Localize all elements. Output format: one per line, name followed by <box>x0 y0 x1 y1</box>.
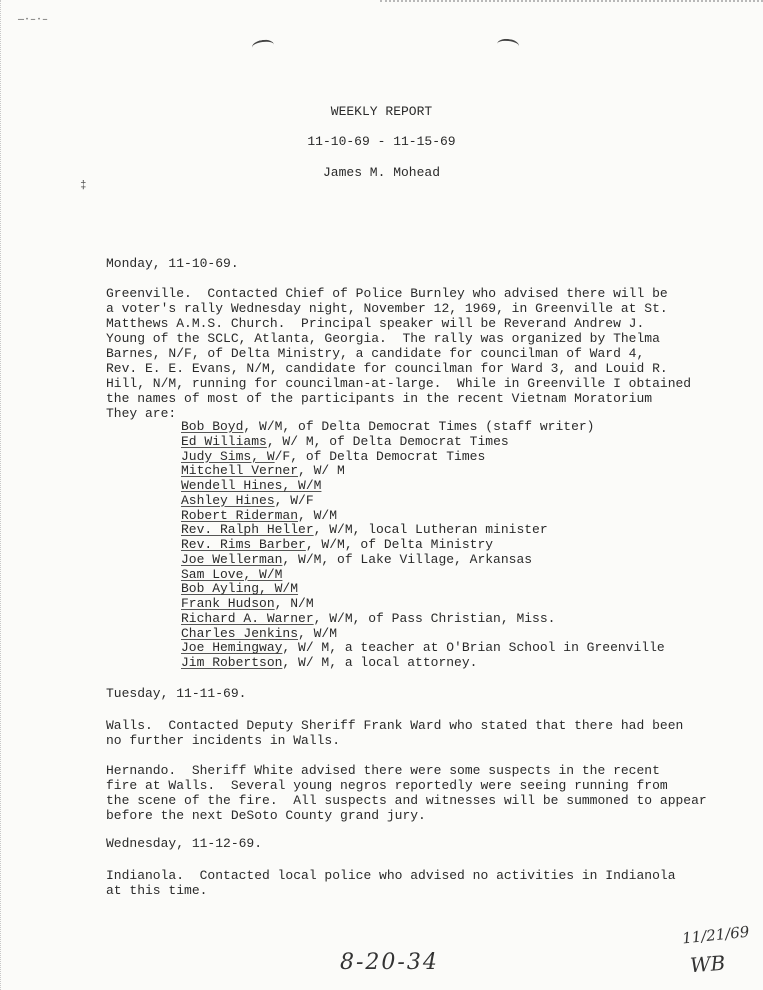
participant-description: , W/M <box>298 507 338 523</box>
paragraph-line: They are: <box>106 406 177 421</box>
participant-name: Rev. Ralph Heller <box>181 522 314 538</box>
participant-entry <box>181 523 665 538</box>
handwritten-initials: WB <box>689 950 727 978</box>
paragraph-line: Walls. Contacted Deputy Sheriff Frank Ward who stated that there had been <box>106 718 684 733</box>
participant-entry <box>181 538 665 553</box>
participant-entry <box>181 420 665 435</box>
scan-smudge-mark: ‡ <box>80 180 87 192</box>
participant-entry <box>181 597 665 612</box>
punch-hole-mark <box>251 39 274 54</box>
participant-entry <box>181 612 665 627</box>
participant-entry <box>181 450 665 465</box>
paragraph-line: Rev. E. E. Evans, N/M, candidate for councilman for Ward 3, and Louid R. <box>106 361 668 376</box>
participant-list <box>181 420 665 671</box>
paragraph-line: Matthews A.M.S. Church. Principal speaker will be Reverand Andrew J. <box>106 316 645 331</box>
participant-entry <box>181 582 665 597</box>
participant-entry <box>181 568 665 583</box>
participant-entry <box>181 627 665 642</box>
paragraph-line: Greenville. Contacted Chief of Police Burnley who advised there will be <box>106 286 668 301</box>
participant-entry <box>181 494 665 509</box>
participant-description: , W/ M, a teacher at O'Brian School in Greenville <box>282 640 665 656</box>
participant-name: Rev. Rims Barber <box>181 537 306 552</box>
paragraph-line: Young of the SCLC, Atlanta, Georgia. The rally was organized by Thelma <box>106 331 660 346</box>
handwritten-date: 11/21/69 <box>681 922 751 948</box>
participant-description: , W/M, of Pass Christian, Miss. <box>313 610 556 626</box>
participant-name: Judy Sims, W <box>181 448 275 464</box>
tuesday-walls-paragraph <box>106 718 746 748</box>
participant-description: , W/M <box>298 625 338 641</box>
paragraph-line: before the next DeSoto County grand jury. <box>106 808 426 823</box>
wednesday-heading: Wednesday, 11-12-69. <box>106 836 263 851</box>
participant-entry <box>181 435 665 450</box>
paragraph-line: fire at Walls. Several young negros reportedly were seeing running from <box>106 778 668 793</box>
participant-name: Joe Wellerman <box>181 551 283 567</box>
paragraph-line: Hernando. Sheriff White advised there were some suspects in the recent <box>106 763 660 778</box>
participant-description: , W/ M, of Delta Democrat Times <box>266 433 509 449</box>
participant-name: Mitchell Verner <box>181 463 299 479</box>
paragraph-line: Hill, N/M, running for councilman-at-large. While in Greenville I obtained <box>106 376 692 391</box>
scan-smudge-mark: —⋅–⋅– <box>18 15 49 26</box>
participant-description: , W/ M <box>298 463 345 479</box>
participant-name: Sam Love, W/M <box>181 566 283 582</box>
participant-description: , W/F <box>274 492 314 508</box>
participant-name: Wendell Hines, W/M <box>181 478 322 493</box>
scan-artifact-dots <box>380 0 763 8</box>
participant-description: /F, of Delta Democrat Times <box>274 448 486 464</box>
participant-description: , W/M, of Lake Village, Arkansas <box>282 551 533 567</box>
handwritten-file-number: 8-20-34 <box>340 950 439 975</box>
paragraph-line: the scene of the fire. All suspects and witnesses will be summoned to appear <box>106 793 707 808</box>
report-author: James M. Mohead <box>322 165 441 180</box>
monday-greenville-paragraph <box>106 286 746 421</box>
participant-name: Richard A. Warner <box>181 610 314 626</box>
report-date-range: 11-10-69 - 11-15-69 <box>307 134 456 149</box>
participant-name: Ed Williams <box>181 433 267 449</box>
participant-description: , W/M, local Lutheran minister <box>313 522 548 538</box>
monday-heading: Monday, 11-10-69. <box>106 256 239 271</box>
punch-hole-mark <box>496 38 519 52</box>
participant-entry <box>181 553 665 568</box>
participant-name: Bob Ayling, W/M <box>181 581 299 597</box>
paragraph-line: at this time. <box>106 883 208 898</box>
participant-name: Charles Jenkins <box>181 625 299 641</box>
wednesday-indianola-paragraph <box>106 868 746 898</box>
participant-name: Ashley Hines <box>181 492 275 508</box>
participant-entry <box>181 656 665 671</box>
paragraph-line: the names of most of the participants in the recent Vietnam Moratorium <box>106 391 653 406</box>
report-title: WEEKLY REPORT <box>330 104 433 119</box>
participant-name: Frank Hudson <box>181 596 275 611</box>
participant-name: Jim Robertson <box>181 655 283 670</box>
tuesday-heading: Tuesday, 11-11-69. <box>106 686 247 701</box>
participant-entry <box>181 509 665 524</box>
participant-entry <box>181 464 665 479</box>
paragraph-line: no further incidents in Walls. <box>106 733 341 748</box>
participant-description: , N/M <box>274 596 314 611</box>
participant-description: , W/ M, a local attorney. <box>282 655 478 670</box>
participant-name: Robert Riderman <box>181 507 299 523</box>
participant-name: Joe Hemingway <box>181 640 283 656</box>
participant-name: Bob Boyd <box>181 419 244 434</box>
participant-description: , W/M, of Delta Democrat Times (staff writer) <box>243 419 595 434</box>
participant-description: , W/M, of Delta Ministry <box>305 537 494 552</box>
paragraph-line: Barnes, N/F, of Delta Ministry, a candidate for councilman of Ward 4, <box>106 346 645 361</box>
participant-entry <box>181 479 665 494</box>
tuesday-hernando-paragraph <box>106 763 746 823</box>
participant-entry <box>181 641 665 656</box>
paragraph-line: a voter's rally Wednesday night, November 12, 1969, in Greenville at St. <box>106 301 668 316</box>
paragraph-line: Indianola. Contacted local police who advised no activities in Indianola <box>106 868 676 883</box>
